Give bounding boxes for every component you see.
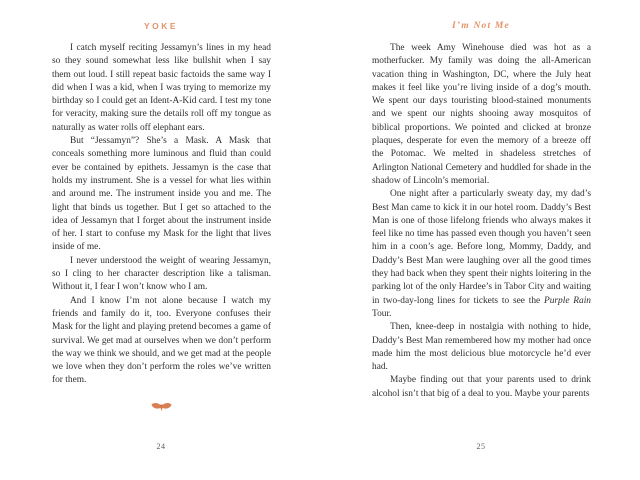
paragraph: Then, knee-deep in nostalgia with nothing to hide, Daddy’s Best Man remembered how my mother had once made him the most delicious blue motorcycle he’d ever had. — [372, 322, 591, 373]
moth-icon — [151, 402, 172, 413]
paragraph: One night after a particularly sweaty day, my dad’s Best Man came to kick it in our hotel room. Daddy’s Best Man is one of those lifelong friends who always makes it feel like no time has passed even though you haven’t seen him in a coon’s age. Before long, Mommy, Daddy, and Daddy’s Best Man were laughing over all the good times they had back when they spent their nights loitering in the parking lot of the only Hardee’s in Tabor City and waiting in two-day-long lines for tickets to see the Purple Rain Tour. — [372, 189, 591, 319]
paragraph: And I know I’m not alone because I watch my friends and family do it, too. Everyone confuses their Mask for the light and playing pretend becomes a game of survival. We get mad at ourselves when we don’t perform the way we think we should, and we get mad at the people we love when they don’t perform the roles we’ve written for them. — [52, 295, 271, 386]
right-page-text — [372, 42, 591, 401]
running-head-chapter-title: I’m Not Me — [452, 21, 510, 31]
paragraph: Maybe finding out that your parents used to drink alcohol isn’t that big of a deal to you. Maybe your parents — [372, 375, 591, 399]
paragraph: But “Jessamyn”? She’s a Mask. A Mask that conceals something more luminous and fluid than could ever be contained by epithets. Jessamyn is the case that holds my instrument. She is a vessel for what lies within and around me. The instrument inside you and me. The light that binds us together. But I get so attached to the idea of Jessamyn that I forget about the instrument inside of her. I start to confuse my Mask for the light that lives inside of me. — [52, 136, 271, 253]
page-number-left: 24 — [156, 442, 166, 451]
paragraph: I catch myself reciting Jessamyn’s lines in my head so they sound somewhat less like bullshit when I say them out loud. I still repeat basic factoids the same way I did when I was a kid, when I was trying to memorize my birthday so I could get an Ident-A-Kid card. I test my tone for veracity, making sure the details roll off my tongue as naturally as water rolls off elephant ears. — [52, 43, 271, 133]
moth-ornament — [42, 402, 280, 413]
page-right — [320, 0, 640, 480]
running-head-book-title: YOKE — [143, 21, 179, 31]
paragraph: The week Amy Winehouse died was hot as a motherfucker. My family was doing the all-American vacation thing in Washington, DC, where the July heat makes it feel like you’re living inside of a dog’s mouth. We spent our days touristing blood-stained monuments and we spent our nights shooing away mosquitos of biblical proportions. We pointed and clicked at bronze plaques, desperate for even the memory of a breeze off the Potomac. We melted in shadeless stretches of Arlington National Cemetery and huddled for shade in the shadow of Lincoln’s memorial. — [372, 43, 591, 186]
page-number-right: 25 — [476, 442, 486, 451]
left-page-text — [52, 42, 271, 388]
paragraph: I never understood the weight of wearing Jessamyn, so I cling to her character description like a talisman. Without it, I fear I won’t know who I am. — [52, 255, 271, 293]
